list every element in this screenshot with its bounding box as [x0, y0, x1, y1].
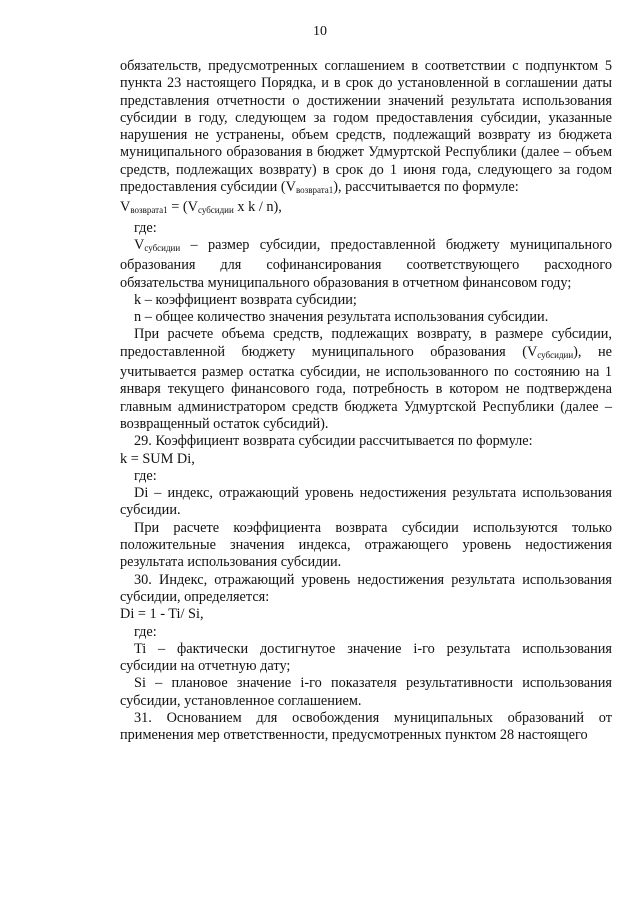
subscript: субсидии — [144, 242, 181, 253]
formula-return-volume: $V_{возврата1} = (V_{субсидии}$ x k / n), — [120, 199, 282, 216]
formula-return-coefficient: k = SUM Di, — [120, 450, 195, 467]
definition-n: n – общее количество значения результата использования субсидии. — [134, 309, 549, 326]
paragraph-positive-values: При расчете коэффициента возврата субсидии используются только положительные значения индекса, отражающего уровень недостижения результата использования субсидии. — [120, 519, 612, 571]
definition-v-subsidy: $V_{субсидии}$ – размер субсидии, предоставленной бюджету муниципального образования для софинансирования соответствующего расходного обязательства муниципального образования в отчетном финансовом году; — [120, 236, 612, 291]
definition-di: Di – индекс, отражающий уровень недостижения результата использования субсидии. — [120, 485, 612, 519]
paragraph-29: 29. Коэффициент возврата субсидии рассчитывается по формуле: — [134, 433, 533, 450]
paragraph-31: 31. Основанием для освобождения муниципальных образований от применения мер ответственности, предусмотренных пунктом 28 настоящего — [120, 709, 612, 744]
definition-si: Si – плановое значение i-го показателя результативности использования субсидии, установленное соглашением. — [120, 675, 612, 709]
paragraph-calculation-note: При расчете объема средств, подлежащих возврату, в размере субсидии, предоставленной бюджету муниципального образования $(V_{субсидии})$, не учитывается размер остатка субсидии, не использованного по состоянию на 1 января текущего финансового года, потребность в котором не подтверждена главным администратором средств бюджета Удмуртской Республики (далее – возвращенный остаток субсидий). — [120, 326, 612, 432]
subscript: возврата1 — [295, 185, 334, 196]
subscript: возврата1 — [130, 205, 168, 216]
definition-k: k – коэффициент возврата субсидии; — [134, 291, 357, 308]
definition-ti: Ti – фактически достигнутое значение i-го результата использования субсидии на отчетную дату; — [120, 640, 612, 675]
document-body — [120, 58, 612, 745]
paragraph-30: 30. Индекс, отражающий уровень недостижения результата использования субсидии, определяется: — [120, 571, 612, 605]
where-label: где: — [134, 219, 157, 236]
subscript: субсидии — [197, 205, 234, 216]
where-label: где: — [134, 467, 157, 484]
subscript: субсидии — [537, 349, 574, 360]
formula-index: Di = 1 - Ti/ Si, — [120, 606, 204, 623]
where-label: где: — [134, 623, 157, 640]
page-number: 10 — [313, 24, 327, 39]
paragraph-obligations: обязательств, предусмотренных соглашением в соответствии с подпунктом 5 пункта 23 настоящего Порядка, и в срок до установленной в соглашении даты представления отчетности о достижении значений результата использования субсидии в году, следующем за годом предоставления субсидии, указанные нарушения не устранены, объем средств, подлежащий возврату из бюджета муниципального образования в бюджет Удмуртской Республики (далее – объем средств, подлежащих возврату) в срок до 1 июня года, следующего за годом предоставления субсидии $(V_{возврата1})$, рассчитывается по формуле: — [120, 58, 612, 196]
